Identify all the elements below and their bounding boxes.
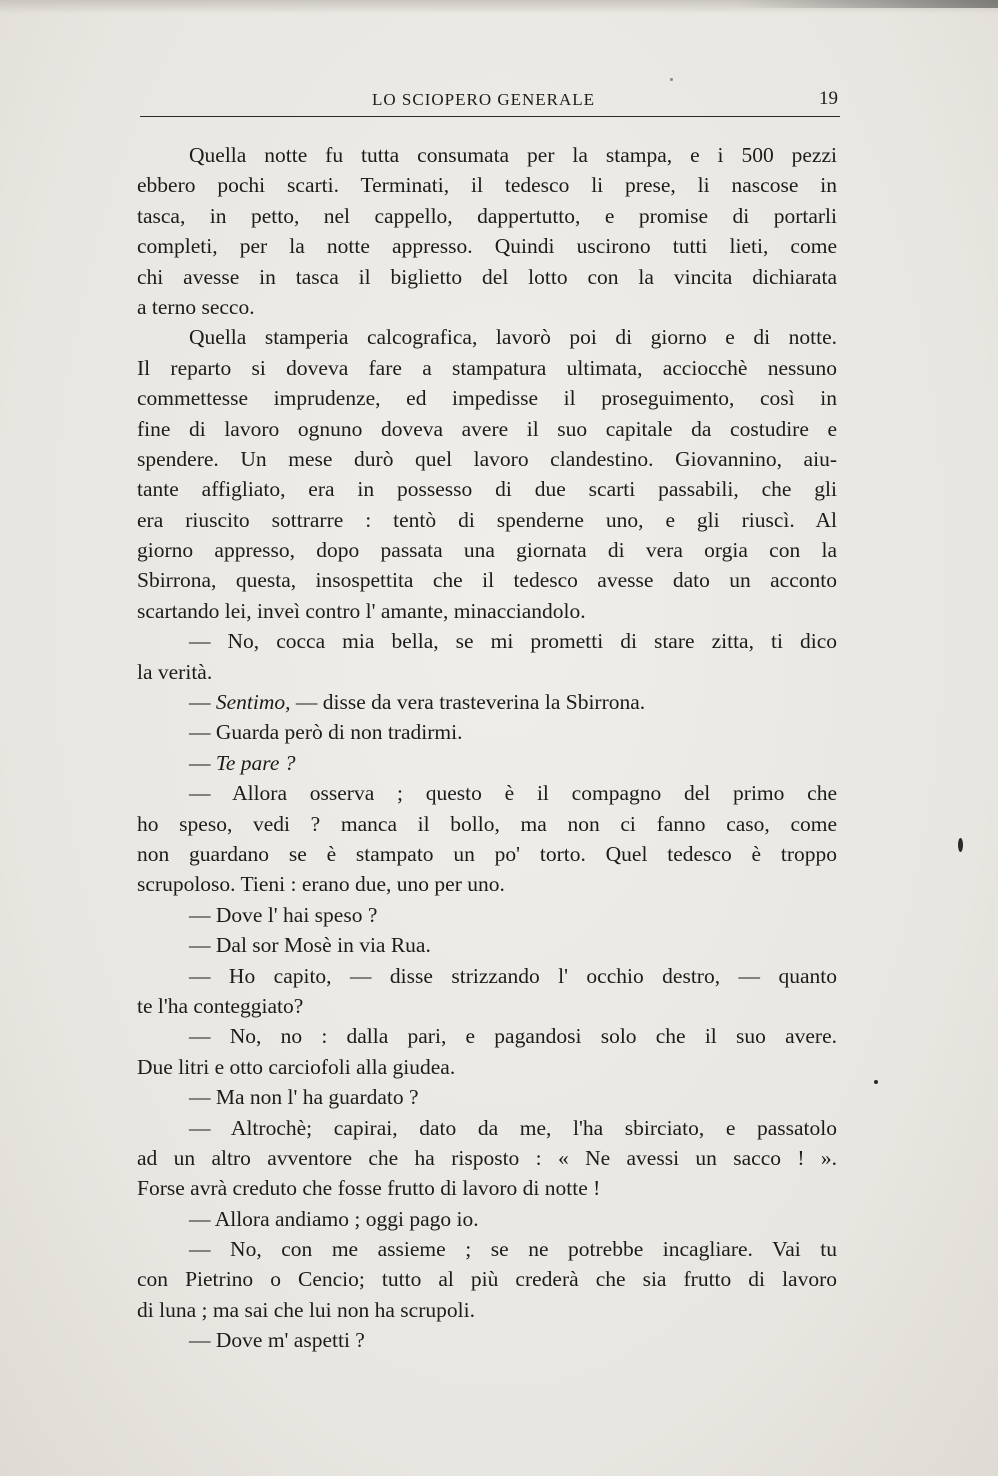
ink-speck bbox=[670, 78, 673, 81]
text-line: tasca, in petto, nel cappello, dappertutto, e promise di portarli bbox=[137, 203, 837, 228]
text-line: Forse avrà creduto che fosse frutto di lavoro di notte ! bbox=[137, 1176, 601, 1201]
text-line: — Sentimo, — disse da vera trasteverina la Sbirrona. bbox=[189, 690, 646, 715]
text-line: di luna ; ma sai che lui non ha scrupoli. bbox=[137, 1297, 475, 1322]
header-rule bbox=[140, 116, 840, 117]
text-line: — Allora osserva ; questo è il compagno del primo che bbox=[189, 781, 837, 806]
page-number: 19 bbox=[819, 88, 838, 109]
text-line: Due litri e otto carciofoli alla giudea. bbox=[137, 1054, 456, 1079]
text-line: scartando lei, inveì contro l' amante, minacciandolo. bbox=[137, 598, 586, 623]
text-line: Sbirrona, questa, insospettita che il tedesco avesse dato un acconto bbox=[137, 568, 837, 593]
text-line: — Dove l' hai speso ? bbox=[189, 902, 378, 927]
text-line: — Ho capito, — disse strizzando l' occhio destro, — quanto bbox=[189, 963, 837, 988]
text-line: giorno appresso, dopo passata una giornata di vera orgia con la bbox=[137, 538, 837, 563]
text-line: — Altrochè; capirai, dato da me, l'ha sbirciato, e passatolo bbox=[189, 1115, 837, 1140]
ink-speck bbox=[874, 1080, 878, 1084]
text-line: scrupoloso. Tieni : erano due, uno per uno. bbox=[137, 872, 505, 897]
text-line: non guardano se è stampato un po' torto. Quel tedesco è troppo bbox=[137, 841, 837, 866]
text-line: era riuscito sottrarre : tentò di spenderne uno, e gli riuscì. Al bbox=[137, 507, 837, 532]
text-line: — Te pare ? bbox=[189, 750, 296, 775]
text-line: ebbero pochi scarti. Terminati, il tedesco li prese, li nascose in bbox=[137, 173, 837, 198]
body-text bbox=[137, 140, 837, 1356]
running-header bbox=[140, 86, 840, 118]
running-title: LO SCIOPERO GENERALE bbox=[372, 90, 596, 109]
text-line: la verità. bbox=[137, 659, 213, 684]
text-line: — No, cocca mia bella, se mi prometti di stare zitta, ti dico bbox=[189, 629, 837, 654]
text-line: ho speso, vedi ? manca il bollo, ma non ci fanno caso, come bbox=[137, 811, 837, 836]
text-line: te l'ha conteggiato? bbox=[137, 993, 304, 1018]
text-line: — Dove m' aspetti ? bbox=[189, 1328, 365, 1353]
text-line: — No, con me assieme ; se ne potrebbe incagliare. Vai tu bbox=[189, 1237, 837, 1262]
text-line: completi, per la notte appresso. Quindi uscirono tutti lieti, come bbox=[137, 234, 837, 259]
text-line: — Ma non l' ha guardato ? bbox=[189, 1085, 419, 1110]
text-line: con Pietrino o Cencio; tutto al più crederà che sia frutto di lavoro bbox=[137, 1267, 837, 1292]
ink-speck bbox=[958, 838, 963, 852]
text-line: Quella stamperia calcografica, lavorò poi di giorno e di notte. bbox=[189, 325, 837, 350]
text-line: — No, no : dalla pari, e pagandosi solo che il suo avere. bbox=[189, 1024, 837, 1049]
text-line: Quella notte fu tutta consumata per la stampa, e i 500 pezzi bbox=[189, 143, 837, 167]
text-line: tante affigliato, era in possesso di due scarti passabili, che gli bbox=[137, 477, 837, 502]
text-line: fine di lavoro ognuno doveva avere il suo capitale da costudire e bbox=[137, 416, 837, 441]
text-line: — Dal sor Mosè in via Rua. bbox=[189, 933, 431, 958]
text-line: Il reparto si doveva fare a stampatura ultimata, acciocchè nessuno bbox=[137, 355, 837, 380]
text-line: spendere. Un mese durò quel lavoro clandestino. Giovannino, aiu- bbox=[137, 446, 837, 471]
text-line: chi avesse in tasca il biglietto del lotto con la vincita dichiarata bbox=[137, 264, 837, 289]
text-line: ad un altro avventore che ha risposto : « Ne avessi un sacco ! ». bbox=[137, 1145, 837, 1170]
scan-edge-dark bbox=[738, 0, 998, 8]
text-line: commettesse imprudenze, ed impedisse il proseguimento, così in bbox=[137, 386, 837, 411]
text-line: — Guarda però di non tradirmi. bbox=[189, 720, 463, 745]
text-line: — Allora andiamo ; oggi pago io. bbox=[189, 1206, 479, 1231]
text-line: a terno secco. bbox=[137, 294, 255, 319]
